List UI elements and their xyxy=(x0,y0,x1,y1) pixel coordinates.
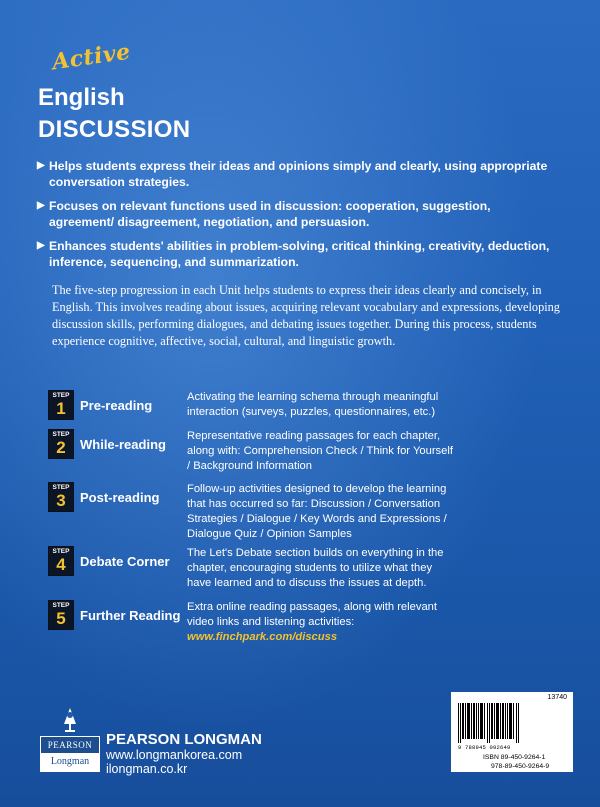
step-description: Follow-up activities designed to develop the learning that has occurred so far: Discussion / Conversation Strategies / Dialogue / Key Words and Expressions / Dialogue Quiz / Opinion Samples xyxy=(187,483,447,540)
pearson-longman-badge xyxy=(40,736,100,772)
step-badge-label: STEP xyxy=(52,548,70,555)
step-badge-number: 4 xyxy=(56,555,66,574)
pearson-tree-icon xyxy=(60,706,80,734)
step-name: Post-reading xyxy=(80,490,160,505)
publisher-website[interactable]: www.longmankorea.com xyxy=(106,748,243,762)
triangle-right-icon: ▶ xyxy=(37,200,45,211)
isbn-13: 978-89-450-9264-9 xyxy=(491,763,550,770)
step-description: Representative reading passages for each chapter, along with: Comprehension Check / Think for Yourself / Background Information xyxy=(187,430,453,472)
title-active: Active xyxy=(50,38,133,76)
step-badge-number: 5 xyxy=(56,609,66,628)
publisher-logo xyxy=(40,706,100,768)
step-description-text: Extra online reading passages, along with relevant video links and listening activities: xyxy=(187,601,438,628)
publisher-name: PEARSON LONGMAN xyxy=(106,731,262,748)
step-badge-label: STEP xyxy=(52,431,70,438)
step-name: Pre-reading xyxy=(80,398,153,413)
step-badge xyxy=(48,390,74,420)
feature-text: Focuses on relevant functions used in discussion: cooperation, suggestion, agreement/ disagreement, negotiation, and persuasion. xyxy=(49,199,491,229)
publisher-website-secondary[interactable]: ilongman.co.kr xyxy=(106,762,188,776)
logo-bottom-text: Longman xyxy=(41,753,99,771)
step-badge xyxy=(48,482,74,512)
step-badge-number: 1 xyxy=(56,399,66,418)
step-name: Further Reading xyxy=(80,608,181,623)
title-english: English xyxy=(38,84,125,111)
intro-paragraph: The five-step progression in each Unit helps students to express their ideas clearly and concisely, in English. This involves reading about issues, acquiring relevant vocabulary and expressions, developing discussion skills, performing dialogues, and debating issues together. During this process, students experience cognitive, affective, social, cultural, and linguistic growth. xyxy=(52,283,560,348)
step-badge-number: 3 xyxy=(56,491,66,510)
step-badge-number: 2 xyxy=(56,438,66,457)
step-description: Activating the learning schema through meaningful interaction (surveys, puzzles, questionnaires, etc.) xyxy=(187,391,439,418)
feature-item xyxy=(37,158,557,190)
step-badge xyxy=(48,546,74,576)
step-description: The Let's Debate section builds on everything in the chapter, encouraging students to utilize what they have learned and to discuss the issues at depth. xyxy=(187,547,444,589)
title-discussion: DISCUSSION xyxy=(38,116,191,143)
step-description xyxy=(187,600,457,645)
logo-top-text: PEARSON xyxy=(41,737,99,753)
step-badge-label: STEP xyxy=(52,484,70,491)
feature-text: Enhances students' abilities in problem-solving, critical thinking, creativity, deduction, inference, sequencing, and summarization. xyxy=(49,239,550,269)
barcode-panel xyxy=(451,692,573,772)
step-badge xyxy=(48,600,74,630)
feature-list xyxy=(37,158,557,278)
price-code: 13740 xyxy=(547,694,567,701)
feature-item xyxy=(37,198,557,230)
barcode-digits: 9 788945 092649 xyxy=(458,744,511,751)
triangle-right-icon: ▶ xyxy=(37,160,45,171)
step-badge-label: STEP xyxy=(52,602,70,609)
isbn-10: ISBN 89-450-9264-1 xyxy=(483,754,546,761)
website-link[interactable]: www.finchpark.com/discuss xyxy=(187,631,338,643)
triangle-right-icon: ▶ xyxy=(37,240,45,251)
step-badge xyxy=(48,429,74,459)
feature-text: Helps students express their ideas and opinions simply and clearly, using appropriate conversation strategies. xyxy=(49,159,548,189)
feature-item xyxy=(37,238,557,270)
step-name: While-reading xyxy=(80,437,166,452)
step-name: Debate Corner xyxy=(80,554,170,569)
barcode-icon xyxy=(458,703,520,743)
step-badge-label: STEP xyxy=(52,392,70,399)
